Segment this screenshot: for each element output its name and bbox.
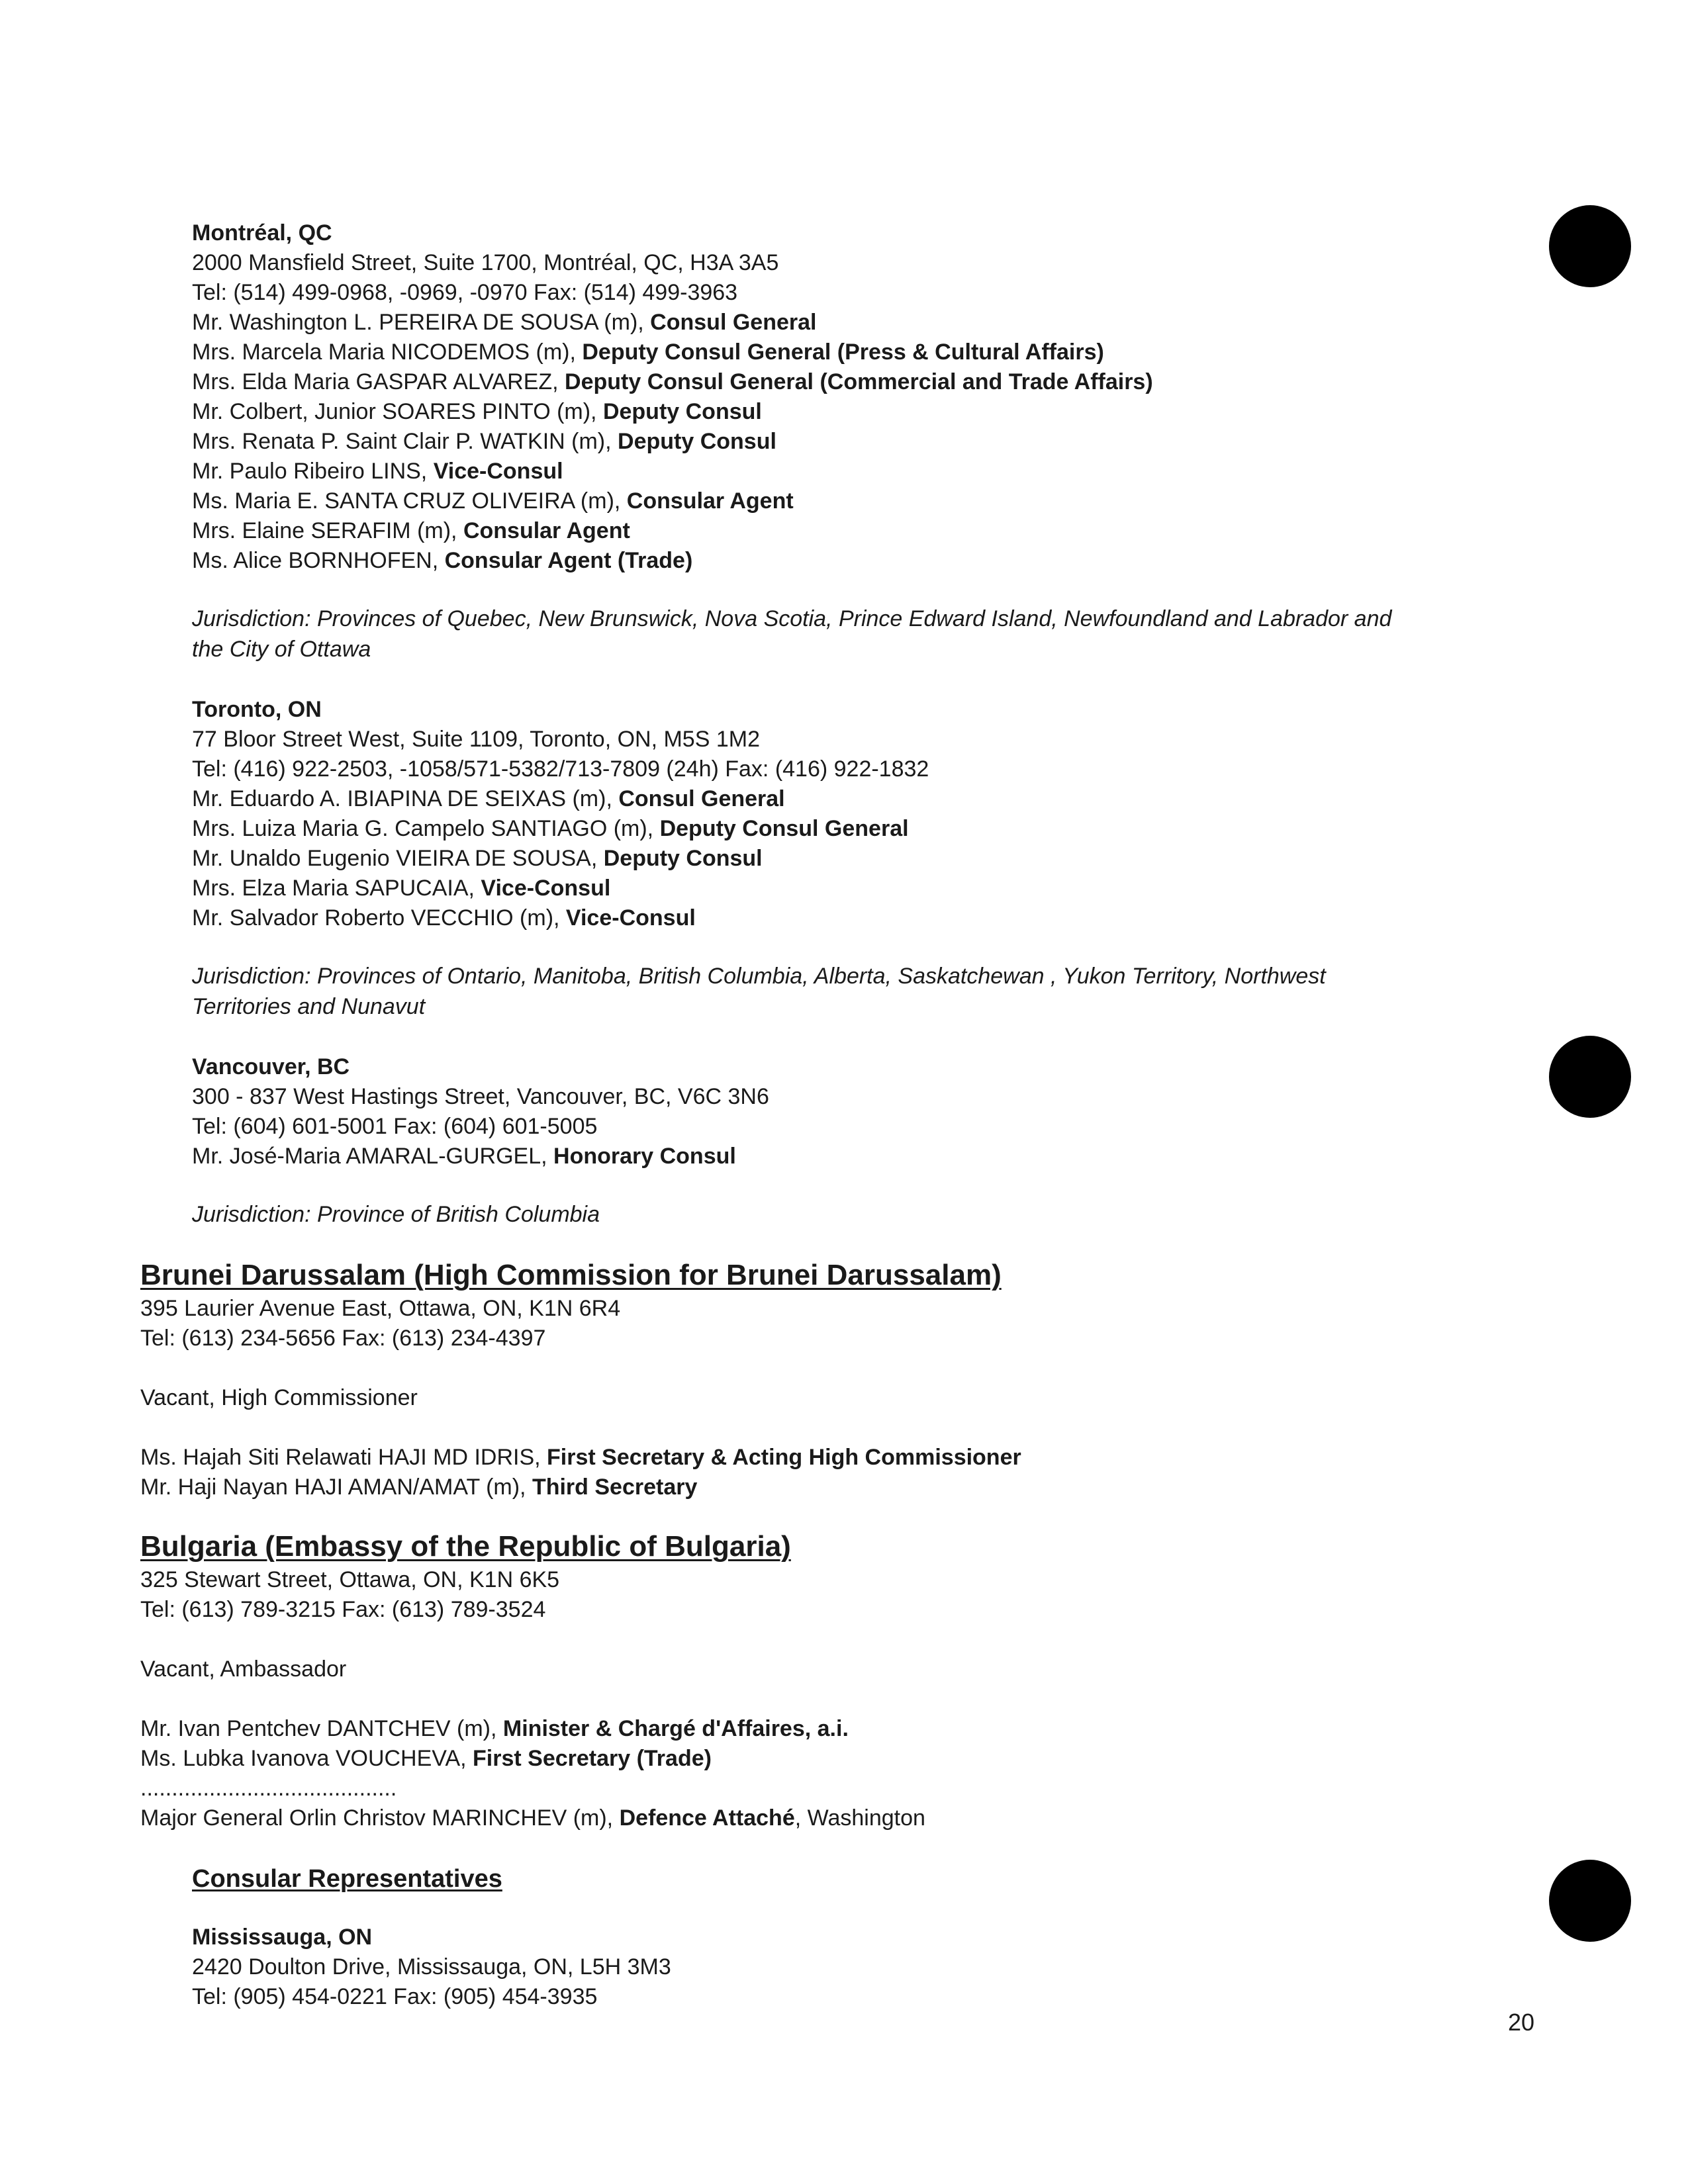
text-line: 2420 Doulton Drive, Mississauga, ON, L5H 3M3 — [192, 1954, 671, 1979]
jurisdiction-text: the City of Ottawa — [192, 637, 371, 662]
staff-name: Mr. Haji Nayan HAJI AMAN/AMAT (m), — [140, 1475, 532, 1500]
office-heading: Toronto, ON — [192, 697, 322, 722]
staff-title: Vice-Consul — [565, 905, 696, 931]
staff-title: Defence Attaché — [619, 1805, 795, 1831]
staff-name: Mr. Eduardo A. IBIAPINA DE SEIXAS (m), — [192, 786, 619, 811]
text-line: Tel: (613) 789-3215 Fax: (613) 789-3524 — [140, 1597, 546, 1622]
country-heading: Bulgaria (Embassy of the Republic of Bulgaria) — [140, 1530, 791, 1563]
staff-title: Vice-Consul — [481, 876, 611, 901]
punch-hole — [1549, 205, 1631, 287]
staff-title: Deputy Consul General (Press & Cultural Affairs) — [582, 340, 1104, 365]
staff-entry — [192, 546, 692, 575]
staff-title: Deputy Consul — [603, 846, 763, 871]
staff-entry — [192, 874, 610, 903]
staff-name: Mr. Ivan Pentchev DANTCHEV (m), — [140, 1716, 503, 1741]
text-line: Tel: (604) 601-5001 Fax: (604) 601-5005 — [192, 1114, 598, 1139]
staff-entry — [192, 308, 816, 337]
punch-hole — [1549, 1860, 1631, 1942]
staff-entry — [140, 1443, 1021, 1472]
page-number: 20 — [1508, 2009, 1535, 2036]
staff-title: Deputy Consul — [618, 429, 776, 454]
staff-name: Mrs. Luiza Maria G. Campelo SANTIAGO (m), — [192, 816, 660, 841]
staff-name: Mrs. Elda Maria GASPAR ALVAREZ, — [192, 369, 565, 394]
staff-title: Consul General — [618, 786, 785, 811]
staff-name: Ms. Maria E. SANTA CRUZ OLIVEIRA (m), — [192, 488, 627, 514]
staff-title: First Secretary & Acting High Commissioner — [547, 1445, 1021, 1470]
text-line: Tel: (514) 499-0968, -0969, -0970 Fax: (514) 499-3963 — [192, 280, 738, 305]
staff-name: Mrs. Elza Maria SAPUCAIA, — [192, 876, 481, 901]
text-line: 325 Stewart Street, Ottawa, ON, K1N 6K5 — [140, 1567, 560, 1592]
jurisdiction-text: Jurisdiction: Province of British Columbia — [192, 1202, 600, 1227]
text-line: Vacant, Ambassador — [140, 1657, 347, 1682]
staff-entry — [192, 427, 776, 456]
staff-entry — [192, 1142, 736, 1171]
staff-name: Mr. Washington L. PEREIRA DE SOUSA (m), — [192, 310, 651, 335]
staff-entry — [192, 367, 1153, 396]
staff-title: Deputy Consul — [602, 399, 762, 424]
staff-title: Consular Agent — [626, 488, 794, 514]
staff-name: Mr. Unaldo Eugenio VIEIRA DE SOUSA, — [192, 846, 604, 871]
text-line: 77 Bloor Street West, Suite 1109, Toronto, ON, M5S 1M2 — [192, 727, 760, 752]
staff-title: Minister & Chargé d'Affaires, a.i. — [502, 1716, 849, 1741]
staff-title: Deputy Consul General — [659, 816, 909, 841]
staff-entry — [192, 486, 794, 516]
jurisdiction-text: Jurisdiction: Provinces of Ontario, Manitoba, British Columbia, Alberta, Saskatchewan , Yukon Territory, Northwest — [192, 964, 1326, 989]
text-line: Tel: (416) 922-2503, -1058/571-5382/713-7809 (24h) Fax: (416) 922-1832 — [192, 756, 929, 782]
staff-entry — [140, 1744, 712, 1773]
staff-entry — [140, 1473, 697, 1502]
staff-entry — [192, 338, 1104, 367]
staff-title: Consular Agent — [463, 518, 630, 543]
punch-hole — [1549, 1036, 1631, 1118]
staff-entry — [192, 516, 630, 545]
staff-title: Consular Agent (Trade) — [444, 548, 693, 573]
text-line: Tel: (905) 454-0221 Fax: (905) 454-3935 — [192, 1984, 598, 2009]
staff-name: Mrs. Renata P. Saint Clair P. WATKIN (m), — [192, 429, 618, 454]
staff-entry — [192, 903, 696, 933]
staff-title: Honorary Consul — [553, 1144, 736, 1169]
text-line: 2000 Mansfield Street, Suite 1700, Montréal, QC, H3A 3A5 — [192, 250, 779, 275]
staff-title: Deputy Consul General (Commercial and Trade Affairs) — [565, 369, 1153, 394]
text-line: Tel: (613) 234-5656 Fax: (613) 234-4397 — [140, 1326, 546, 1351]
staff-name: Ms. Alice BORNHOFEN, — [192, 548, 445, 573]
staff-name: Mr. Paulo Ribeiro LINS, — [192, 459, 434, 484]
jurisdiction-text: Territories and Nunavut — [192, 994, 426, 1019]
staff-name: Mrs. Marcela Maria NICODEMOS (m), — [192, 340, 583, 365]
text-line: Vacant, High Commissioner — [140, 1385, 418, 1410]
office-heading: Montréal, QC — [192, 220, 332, 246]
office-heading: Mississauga, ON — [192, 1925, 373, 1950]
staff-name: Ms. Lubka Ivanova VOUCHEVA, — [140, 1746, 473, 1771]
staff-name: Mr. Salvador Roberto VECCHIO (m), — [192, 905, 566, 931]
staff-entry — [192, 814, 909, 843]
staff-entry — [192, 457, 563, 486]
staff-name: Mrs. Elaine SERAFIM (m), — [192, 518, 463, 543]
staff-title: Vice-Consul — [433, 459, 563, 484]
staff-entry — [140, 1803, 925, 1833]
staff-entry — [192, 844, 763, 873]
country-heading: Brunei Darussalam (High Commission for Brunei Darussalam) — [140, 1259, 1002, 1291]
staff-title: Third Secretary — [532, 1475, 698, 1500]
staff-name: Mr. Colbert, Junior SOARES PINTO (m), — [192, 399, 603, 424]
text-line: 300 - 837 West Hastings Street, Vancouver, BC, V6C 3N6 — [192, 1084, 769, 1109]
staff-name: Major General Orlin Christov MARINCHEV (m), — [140, 1805, 620, 1831]
staff-name: Ms. Hajah Siti Relawati HAJI MD IDRIS, — [140, 1445, 547, 1470]
text-line: 395 Laurier Avenue East, Ottawa, ON, K1N 6R4 — [140, 1296, 621, 1321]
staff-entry — [192, 784, 785, 813]
staff-title: Consul General — [650, 310, 817, 335]
staff-entry — [192, 397, 762, 426]
jurisdiction-text: Jurisdiction: Provinces of Quebec, New Brunswick, Nova Scotia, Prince Edward Island, Newfoundland and Labrador and — [192, 606, 1392, 631]
staff-location: , Washington — [794, 1805, 925, 1831]
section-heading: Consular Representatives — [192, 1865, 502, 1893]
staff-entry — [140, 1714, 849, 1743]
text-line: ......................................... — [140, 1776, 397, 1801]
staff-title: First Secretary (Trade) — [473, 1746, 712, 1771]
staff-name: Mr. José-Maria AMARAL-GURGEL, — [192, 1144, 554, 1169]
office-heading: Vancouver, BC — [192, 1054, 350, 1079]
